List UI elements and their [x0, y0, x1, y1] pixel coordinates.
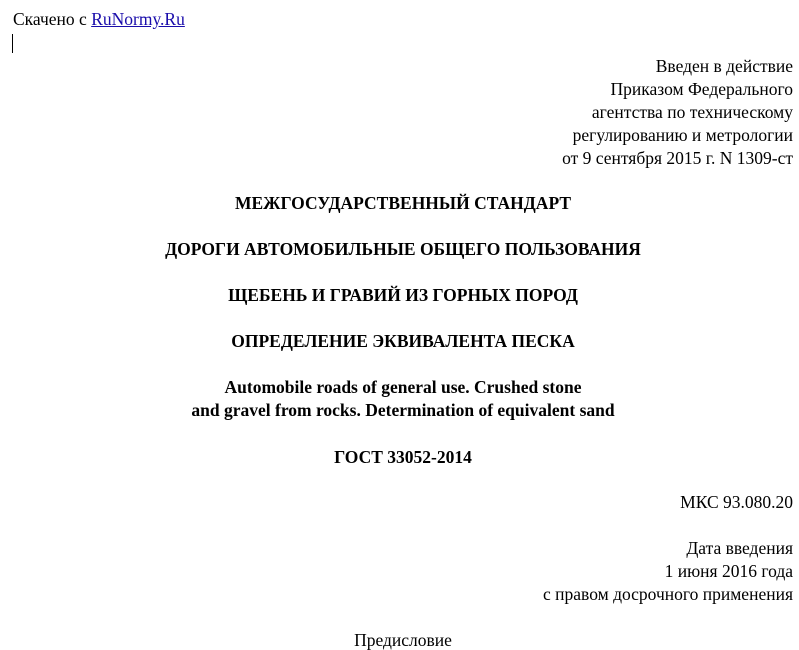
source-link[interactable]: RuNormy.Ru: [91, 9, 185, 29]
approval-line: Введен в действие: [655, 56, 793, 76]
introduction-date-block: [543, 537, 793, 606]
english-title-line-2: and gravel from rocks. Determination of equivalent sand: [191, 400, 615, 420]
approval-line: Приказом Федерального: [610, 79, 793, 99]
document-title-line-1: ДОРОГИ АВТОМОБИЛЬНЫЕ ОБЩЕГО ПОЛЬЗОВАНИЯ: [165, 239, 641, 259]
introduction-date-line: с правом досрочного применения: [543, 584, 793, 604]
interstate-standard-heading: МЕЖГОСУДАРСТВЕННЫЙ СТАНДАРТ: [234, 193, 572, 213]
approval-line: агентства по техническому: [591, 102, 793, 122]
approval-block: [562, 55, 793, 170]
source-line: [13, 8, 185, 31]
english-title-line-1: Automobile roads of general use. Crushed stone: [224, 377, 582, 397]
introduction-date-line: 1 июня 2016 года: [664, 561, 793, 581]
gost-number: ГОСТ 33052-2014: [334, 447, 472, 467]
source-prefix: Скачено с: [13, 9, 92, 29]
text-cursor: [12, 34, 13, 53]
mks-code: МКС 93.080.20: [680, 492, 793, 512]
approval-line: от 9 сентября 2015 г. N 1309-ст: [562, 148, 793, 168]
preface-heading: Предисловие: [354, 630, 452, 650]
introduction-date-line: Дата введения: [686, 538, 793, 558]
approval-line: регулированию и метрологии: [572, 125, 793, 145]
document-title-line-2: ЩЕБЕНЬ И ГРАВИЙ ИЗ ГОРНЫХ ПОРОД: [228, 285, 578, 305]
document-title-line-3: ОПРЕДЕЛЕНИЕ ЭКВИВАЛЕНТА ПЕСКА: [231, 331, 575, 351]
